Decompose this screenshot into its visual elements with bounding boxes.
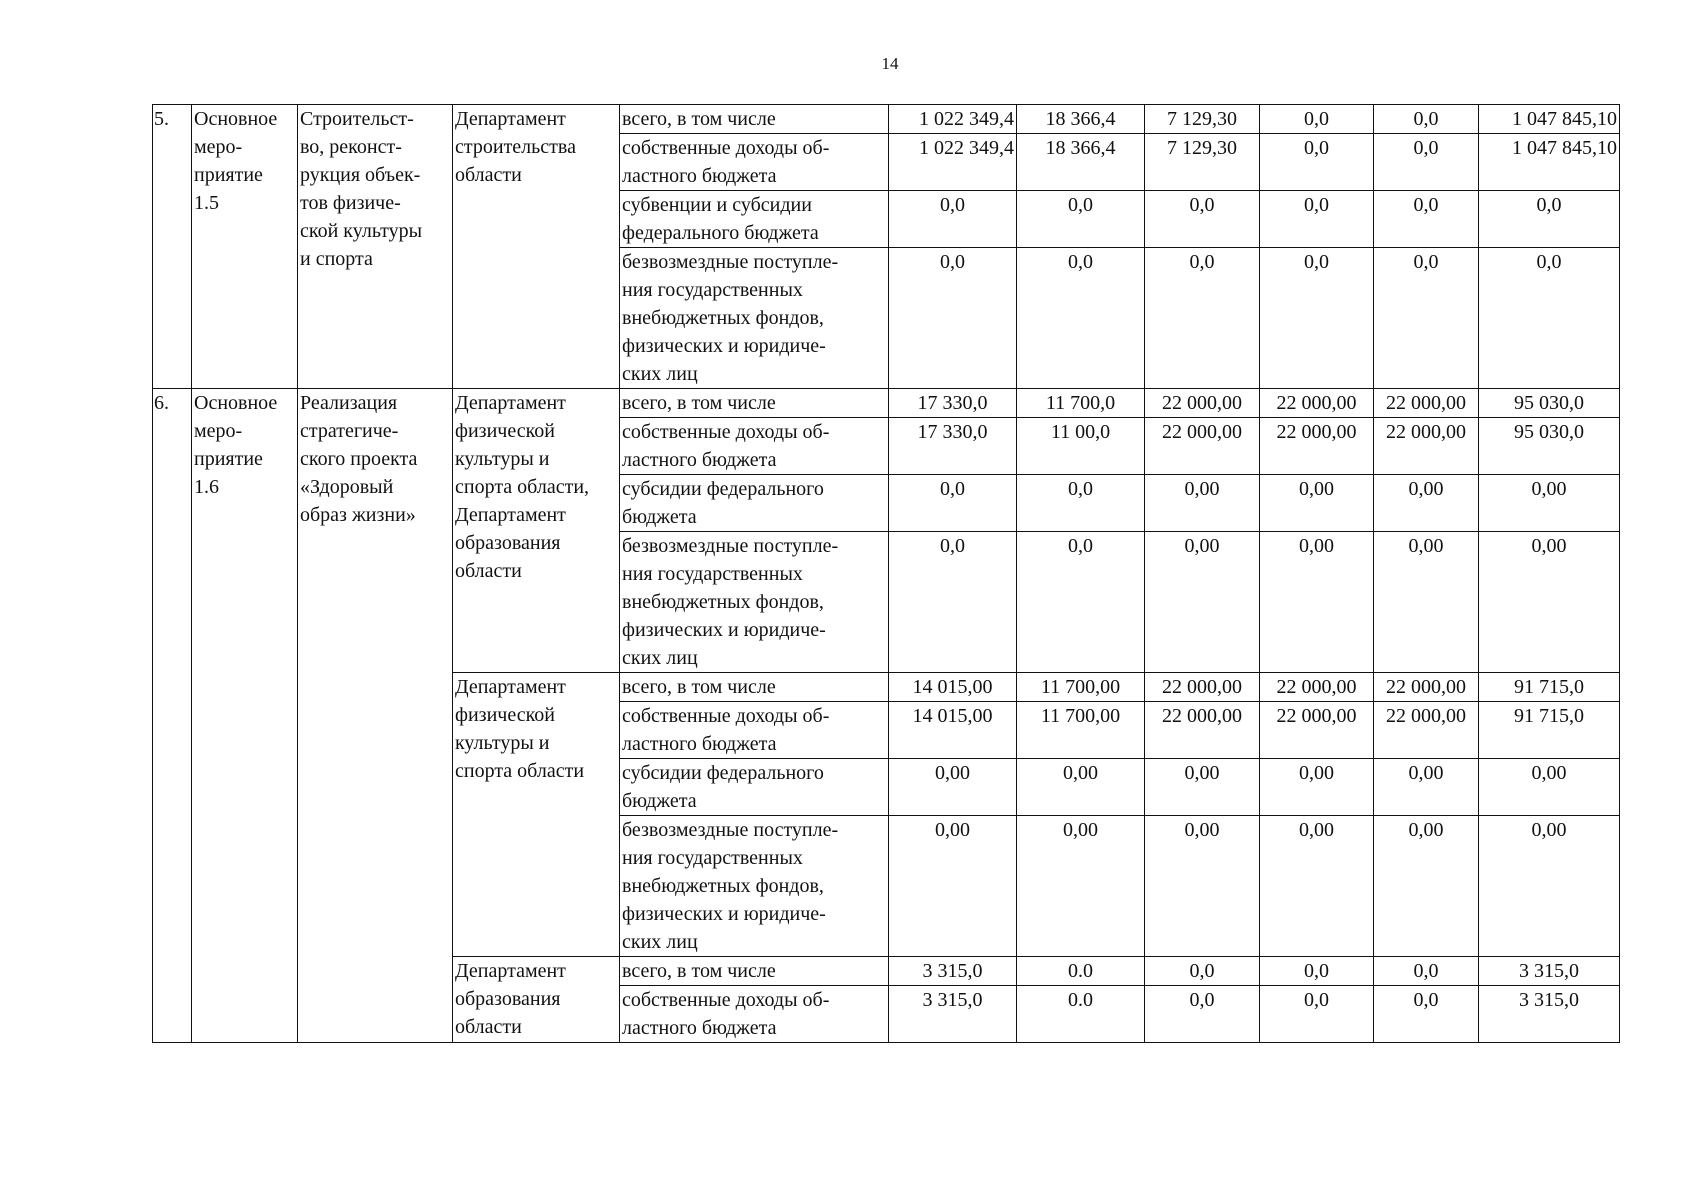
value-cell: 14 015,00: [889, 673, 1017, 702]
value-cell: 0,0: [1374, 191, 1479, 248]
value-cell: 0,00: [1479, 475, 1620, 532]
value-cell: 0,0: [1017, 248, 1145, 389]
value-cell: 11 700,00: [1017, 673, 1145, 702]
value-cell: 0,00: [1479, 816, 1620, 957]
value-cell: 17 330,0: [889, 418, 1017, 475]
value-cell: 1 047 845,10: [1479, 105, 1620, 134]
value-cell: 0,00: [1017, 816, 1145, 957]
value-cell: 95 030,0: [1479, 389, 1620, 418]
source-cell: всего, в том числе: [620, 105, 889, 134]
value-cell: 0,0: [1145, 957, 1260, 986]
name-cell: Реализация стратегиче- ского проекта «Здоровый образ жизни»: [298, 389, 453, 1043]
value-cell: 22 000,00: [1374, 418, 1479, 475]
value-cell: 0,00: [1017, 759, 1145, 816]
source-cell: всего, в том числе: [620, 389, 889, 418]
value-cell: 22 000,00: [1145, 389, 1260, 418]
value-cell: 0,0: [1260, 248, 1374, 389]
value-cell: 0,0: [1017, 532, 1145, 673]
value-cell: 0,00: [1260, 759, 1374, 816]
source-cell: собственные доходы об- ластного бюджета: [620, 418, 889, 475]
name-cell: Строительст- во, реконст- рукция объек- тов физиче- ской культуры и спорта: [298, 105, 453, 389]
value-cell: 91 715,0: [1479, 702, 1620, 759]
value-cell: 0,0: [1374, 105, 1479, 134]
value-cell: 14 015,00: [889, 702, 1017, 759]
value-cell: 0,0: [1017, 191, 1145, 248]
row-index: 6.: [153, 389, 192, 1043]
value-cell: 0,00: [1260, 532, 1374, 673]
value-cell: 0,00: [1145, 759, 1260, 816]
value-cell: 0,00: [1260, 816, 1374, 957]
source-cell: всего, в том числе: [620, 673, 889, 702]
value-cell: 0,00: [1479, 759, 1620, 816]
value-cell: 7 129,30: [1145, 134, 1260, 191]
table-row: [153, 105, 1620, 134]
source-cell: собственные доходы об- ластного бюджета: [620, 986, 889, 1043]
activity-cell: Основное меро- приятие 1.5: [192, 105, 298, 389]
value-cell: 0,0: [1260, 957, 1374, 986]
value-cell: 0,00: [889, 759, 1017, 816]
value-cell: 0,00: [1145, 475, 1260, 532]
value-cell: 17 330,0: [889, 389, 1017, 418]
value-cell: 11 700,00: [1017, 702, 1145, 759]
value-cell: 3 315,0: [1479, 957, 1620, 986]
value-cell: 22 000,00: [1145, 702, 1260, 759]
value-cell: 0,0: [1479, 248, 1620, 389]
source-cell: безвозмездные поступле- ния государственных внебюджетных фондов, физических и юридиче- ских лиц: [620, 816, 889, 957]
table-row: [153, 389, 1620, 418]
table-body: [153, 105, 1620, 1043]
source-cell: безвозмездные поступле- ния государственных внебюджетных фондов, физических и юридиче- ских лиц: [620, 532, 889, 673]
value-cell: 0,0: [889, 191, 1017, 248]
value-cell: 0,0: [1260, 986, 1374, 1043]
value-cell: 11 700,0: [1017, 389, 1145, 418]
value-cell: 22 000,00: [1145, 673, 1260, 702]
value-cell: 22 000,00: [1260, 702, 1374, 759]
executor-cell: Департамент строительства области: [453, 105, 620, 389]
value-cell: 3 315,0: [889, 957, 1017, 986]
source-cell: субсидии федерального бюджета: [620, 475, 889, 532]
value-cell: 0.0: [1017, 957, 1145, 986]
value-cell: 22 000,00: [1374, 389, 1479, 418]
executor-cell: Департамент физической культуры и спорта области: [453, 673, 620, 957]
value-cell: 0,0: [1374, 986, 1479, 1043]
value-cell: 22 000,00: [1374, 702, 1479, 759]
source-cell: собственные доходы об- ластного бюджета: [620, 702, 889, 759]
executor-cell: Департамент физической культуры и спорта области, Департамент образования области: [453, 389, 620, 673]
value-cell: 18 366,4: [1017, 105, 1145, 134]
executor-cell: Департамент образования области: [453, 957, 620, 1043]
budget-table: [152, 104, 1620, 1043]
value-cell: 22 000,00: [1260, 389, 1374, 418]
source-cell: собственные доходы об- ластного бюджета: [620, 134, 889, 191]
value-cell: 0,0: [1374, 134, 1479, 191]
value-cell: 7 129,30: [1145, 105, 1260, 134]
value-cell: 0,00: [1374, 475, 1479, 532]
value-cell: 1 022 349,4: [889, 134, 1017, 191]
row-index: 5.: [153, 105, 192, 389]
value-cell: 0,0: [889, 248, 1017, 389]
value-cell: 0,00: [1374, 532, 1479, 673]
value-cell: 0,00: [889, 816, 1017, 957]
source-cell: субсидии федерального бюджета: [620, 759, 889, 816]
value-cell: 0,0: [1374, 957, 1479, 986]
value-cell: 0,00: [1479, 532, 1620, 673]
value-cell: 1 022 349,4: [889, 105, 1017, 134]
value-cell: 0.0: [1017, 986, 1145, 1043]
value-cell: 1 047 845,10: [1479, 134, 1620, 191]
value-cell: 0,00: [1145, 532, 1260, 673]
value-cell: 0,0: [1260, 105, 1374, 134]
value-cell: 0,0: [1017, 475, 1145, 532]
value-cell: 0,00: [1260, 475, 1374, 532]
value-cell: 0,0: [1374, 248, 1479, 389]
value-cell: 11 00,0: [1017, 418, 1145, 475]
value-cell: 0,00: [1374, 816, 1479, 957]
value-cell: 0,0: [1260, 191, 1374, 248]
value-cell: 0,0: [1145, 191, 1260, 248]
value-cell: 0,00: [1374, 759, 1479, 816]
page-number: 14: [881, 54, 899, 73]
value-cell: 0,0: [1260, 134, 1374, 191]
value-cell: 91 715,0: [1479, 673, 1620, 702]
value-cell: 0,0: [889, 532, 1017, 673]
value-cell: 0,0: [889, 475, 1017, 532]
value-cell: 0,0: [1145, 986, 1260, 1043]
value-cell: 0,00: [1145, 816, 1260, 957]
value-cell: 3 315,0: [1479, 986, 1620, 1043]
source-cell: всего, в том числе: [620, 957, 889, 986]
value-cell: 3 315,0: [889, 986, 1017, 1043]
value-cell: 0,0: [1479, 191, 1620, 248]
value-cell: 18 366,4: [1017, 134, 1145, 191]
activity-cell: Основное меро- приятие 1.6: [192, 389, 298, 1043]
value-cell: 95 030,0: [1479, 418, 1620, 475]
value-cell: 22 000,00: [1145, 418, 1260, 475]
value-cell: 22 000,00: [1260, 673, 1374, 702]
value-cell: 22 000,00: [1374, 673, 1479, 702]
source-cell: безвозмездные поступле- ния государственных внебюджетных фондов, физических и юридиче- ских лиц: [620, 248, 889, 389]
value-cell: 0,0: [1145, 248, 1260, 389]
value-cell: 22 000,00: [1260, 418, 1374, 475]
source-cell: субвенции и субсидии федерального бюджета: [620, 191, 889, 248]
